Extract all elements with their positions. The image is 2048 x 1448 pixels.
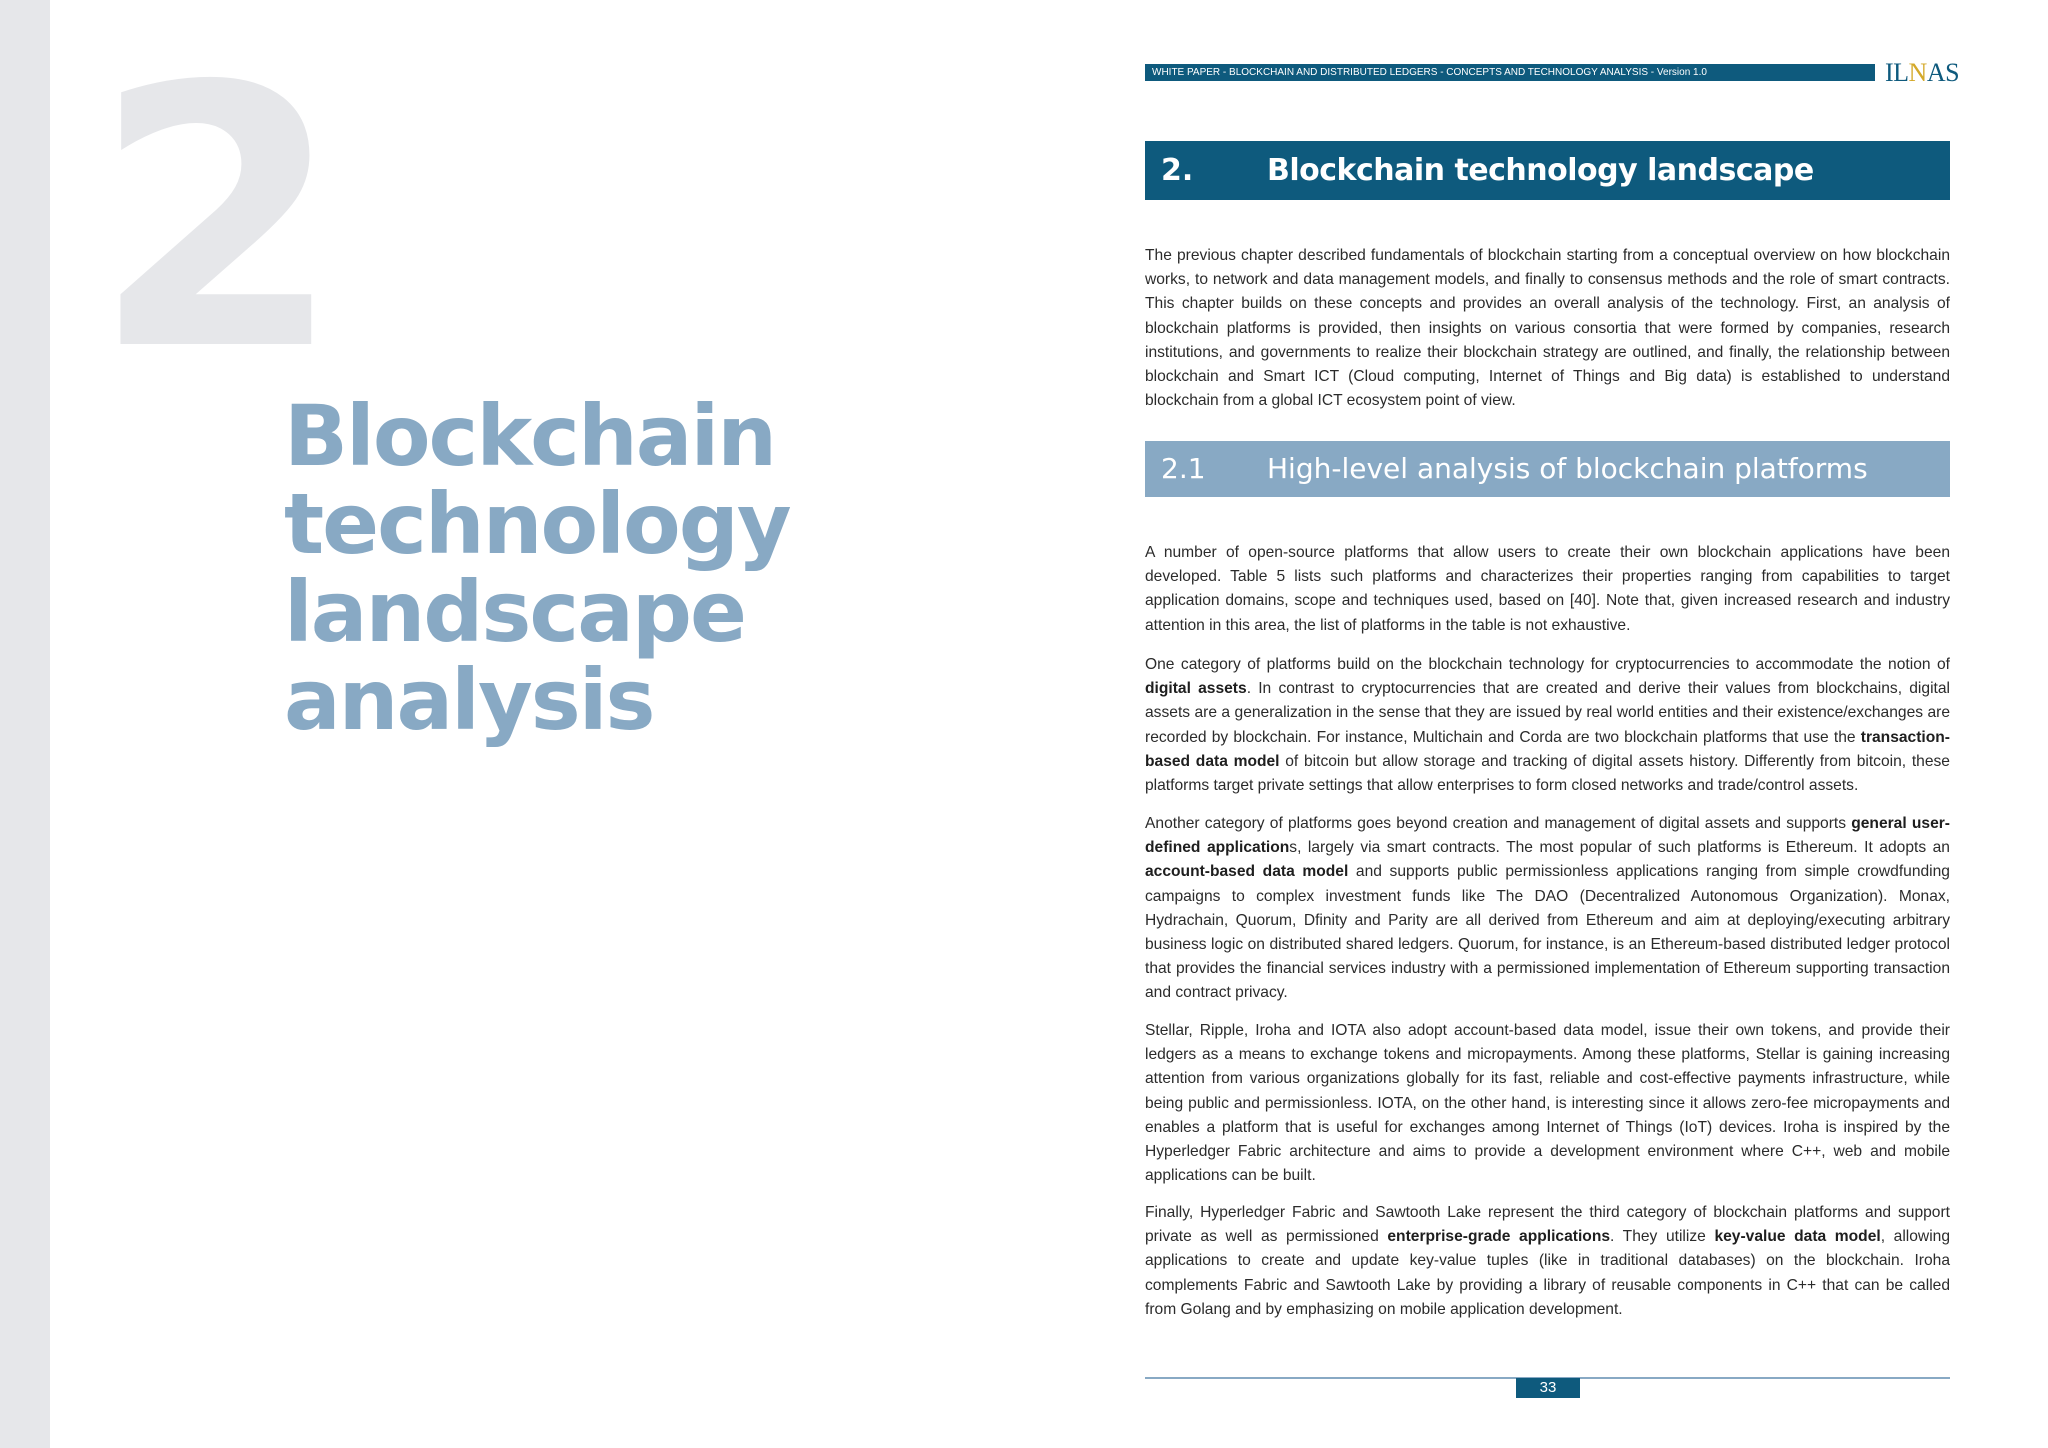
body-paragraph: Another category of platforms goes beyond creation and management of digital assets and supports general user-defined applications, largely via smart contracts. The most popular of such platforms is Ethereum. It adopts an account-based data model and supports public permissionless applications ranging from simple crowdfunding campaigns to complex investment funds like The DAO (Decentralized Autonomous Organization). Monax, Hydrachain, Quorum, Dfinity and Parity are all derived from Ethereum and aim at deploying/executing arbitrary business logic on distributed shared ledgers. Quorum, for instance, is an Ethereum-based distributed ledger protocol that provides the financial services industry with a permissioned implementation of Ethereum supporting transaction and contract privacy.: [1145, 815, 1950, 1002]
subsection-heading: [1145, 441, 1950, 497]
running-header: WHITE PAPER - BLOCKCHAIN AND DISTRIBUTED LEDGERS - CONCEPTS AND TECHNOLOGY ANALYSIS - Version 1.0: [1145, 64, 1875, 81]
chapter-title-line: analysis: [284, 651, 654, 749]
body-paragraph: Stellar, Ripple, Iroha and IOTA also adopt account-based data model, issue their own tokens, and provide their ledgers as a means to exchange tokens and micropayments. Among these platforms, Stellar is gaining increasing attention from various organizations globally for its fast, reliable and cost-effective payments infrastructure, while being public and permissionless. IOTA, on the other hand, is interesting since it allows zero-fee micropayments and enables a platform that is useful for exchanges among Internet of Things (IoT) devices. Iroha is inspired by the Hyperledger Fabric architecture and aims to provide a development environment where C++, web and mobile applications can be built.: [1145, 1022, 1950, 1185]
section-title: Blockchain technology landscape analysis: [1267, 153, 1814, 247]
subsection-number: 2.1: [1161, 452, 1206, 485]
left-margin-strip: [0, 0, 50, 1448]
chapter-title-line: Blockchain: [284, 387, 776, 485]
chapter-title: [284, 387, 804, 749]
body-paragraph: Finally, Hyperledger Fabric and Sawtooth Lake represent the third category of blockchain platforms and support private as well as permissioned enterprise-grade applications. They utilize key-value data model, allowing applications to create and update key-value tuples (like in traditional databases) on the blockchain. Iroha complements Fabric and Sawtooth Lake by providing a library of reusable components in C++ that can be called from Golang and by emphasizing on mobile application development.: [1145, 1204, 1950, 1318]
section-heading: [1145, 141, 1950, 247]
subsection-title: High-level analysis of blockchain platforms: [1267, 452, 1868, 485]
page-number: 33: [1516, 1378, 1580, 1398]
body-paragraph: A number of open-source platforms that allow users to create their own blockchain applications have been developed. Table 5 lists such platforms and characterizes their properties ranging from capabilities to target application domains, scope and techniques used, based on [40]. Note that, given increased research and industry attention in this area, the list of platforms in the table is not exhaustive.: [1145, 544, 1950, 634]
chapter-title-line: landscape: [284, 563, 745, 661]
section-number: 2.: [1161, 153, 1194, 188]
ilnas-logo: ILNAS: [1885, 58, 1960, 87]
body-paragraph: One category of platforms build on the blockchain technology for cryptocurrencies to accommodate the notion of digital assets. In contrast to cryptocurrencies that are created and derive their values from blockchains, digital assets are a generalization in the sense that they are issued by real world entities and their existence/exchanges are recorded by blockchain. For instance, Multichain and Corda are two blockchain platforms that use the transaction-based data model of bitcoin but allow storage and tracking of digital assets history. Differently from bitcoin, these platforms target private settings that allow enterprises to form closed networks and trade/control assets.: [1145, 656, 1950, 795]
chapter-title-line: technology: [284, 475, 790, 573]
intro-paragraph: The previous chapter described fundamentals of blockchain starting from a conceptual overview on how blockchain works, to network and data management models, and finally to consensus methods and the role of smart contracts. This chapter builds on these concepts and provides an overall analysis of the technology. First, an analysis of blockchain platforms is provided, then insights on various consortia that were formed by companies, research institutions, and governments to realize their blockchain strategy are outlined, and finally, the relationship between blockchain and Smart ICT (Cloud computing, Internet of Things and Big data) is established to understand blockchain from a global ICT ecosystem point of view.: [1145, 247, 1950, 410]
chapter-number: 2: [92, 10, 333, 429]
